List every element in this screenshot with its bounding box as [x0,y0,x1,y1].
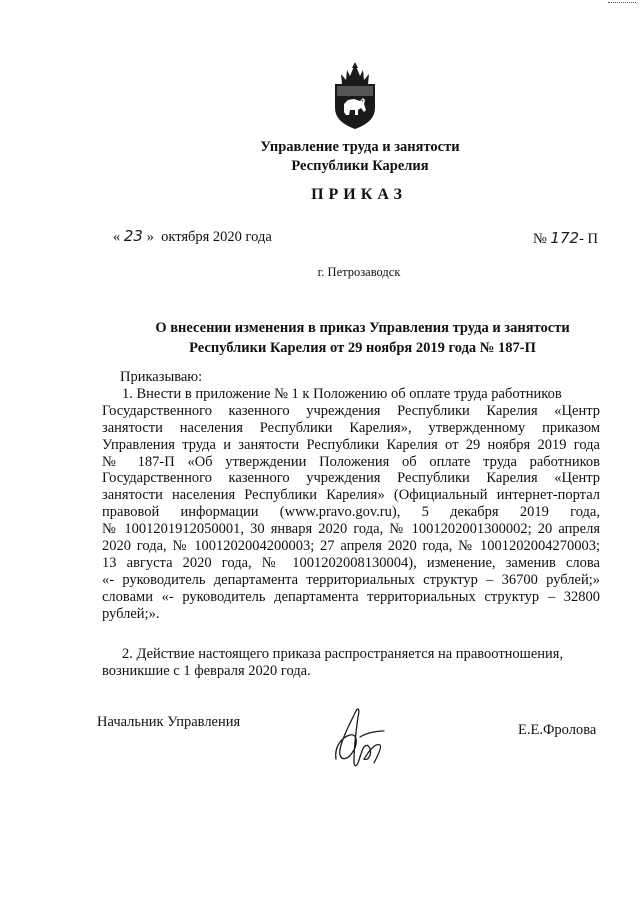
order-body [102,369,600,623]
subject-line-2: Республики Карелия от 29 ноября 2019 года № 187-П [189,340,536,356]
number-suffix: - П [579,231,598,247]
date-open-quote: « [113,229,121,245]
item1-line: словами «- руководитель департамента территориальных структур – 32800 [102,588,600,605]
org-line-2: Республики Карелия [291,158,429,174]
item1-line: Государственного казенного учреждения Республики Карелия «Центр [102,470,600,487]
item1-line: Государственного казенного учреждения Республики Карелия «Центр [102,402,600,419]
date-day-handwritten: 23 [123,227,143,245]
date-close-quote: » [146,229,154,245]
city-line: г. Петрозаводск [317,265,401,279]
item1-line: «- руководитель департамента территориальных структур – 36700 рублей;» [102,571,600,588]
item1-line: Управления труда и занятости Республики Карелия от 29 ноября 2019 года [102,436,600,453]
item1-line: 13 августа 2020 года, № 1001202008130004), изменение, заменив слова [102,554,600,571]
item1-line: 2020 года, № 1001202004200003; 27 апреля 2020 года, № 1001202004270003; [102,538,600,555]
number-value-handwritten: 172 [550,229,580,247]
order-number [533,229,598,248]
signatory-name: Е.Е.Фролова [518,722,597,738]
organization-name [0,138,640,176]
item2-line: возникшие с 1 февраля 2020 года. [102,663,311,679]
handwritten-signature [330,697,390,777]
item1-line: занятости населения Республики Карелия», утвержденному приказом [102,419,600,436]
item1-line: № 187-П «Об утверждении Положения об оплате труда работников [102,453,600,470]
item1-line: № 1001201912050001, 30 января 2020 года, № 1001202001300002; 20 апреля [102,521,600,538]
order-lead: Приказываю: [120,369,203,385]
order-subject [120,318,605,358]
document-type-title: ПРИКАЗ [311,186,407,203]
scan-corner-mark [608,2,636,5]
signatory-title: Начальник Управления [97,714,241,730]
item1-line: занятости населения Республики Карелия» (Официальный интернет-портал [102,487,600,504]
date-month-year: октября 2020 года [161,229,272,245]
order-date [113,227,272,246]
number-prefix: № [532,231,547,247]
subject-line-1: О внесении изменения в приказ Управления труда и занятости [155,320,570,336]
order-item-2 [102,646,600,680]
item1-line: правовой информации (www.pravo.gov.ru), 5 декабря 2019 года, [102,504,600,521]
item2-line: 2. Действие настоящего приказа распространяется на правоотношения, [122,646,564,662]
item1-line: 1. Внести в приложение № 1 к Положению об оплате труда работников [122,385,562,402]
item1-line: рублей;». [102,605,160,622]
org-line-1: Управление труда и занятости [260,139,460,155]
coat-of-arms-emblem [330,62,380,130]
